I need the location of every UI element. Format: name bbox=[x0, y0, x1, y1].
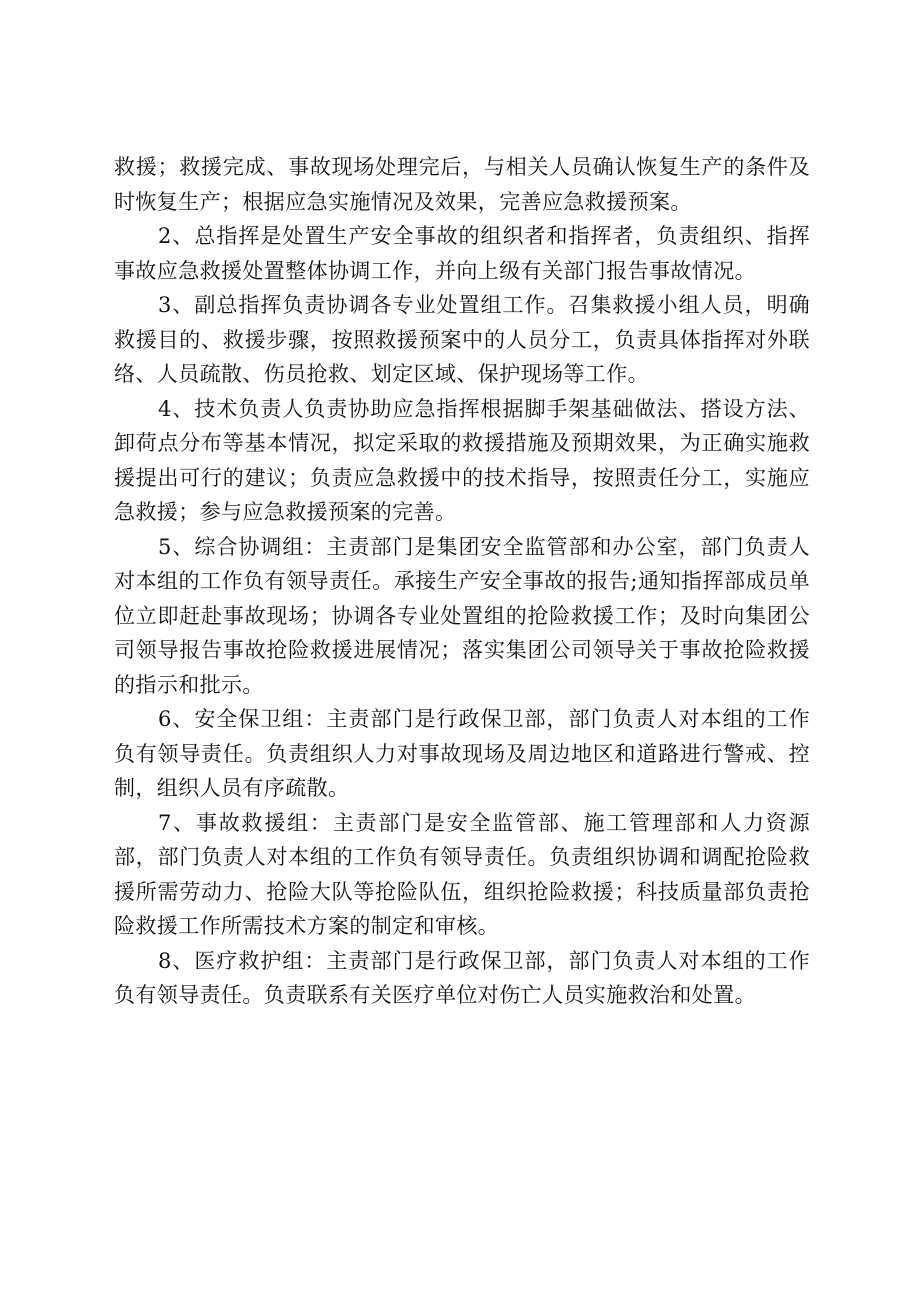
paragraph-technical-lead: 4、技术负责人负责协助应急指挥根据脚手架基础做法、搭设方法、卸荷点分布等基本情况，拟定采取的救援措施及预期效果，为正确实施救援提出可行的建议；负责应急救援中的技术指导，按照责任分工，实施应急救援；参与应急救援预案的完善。 bbox=[114, 396, 810, 524]
paragraph-medical-group: 8、医疗救护组：主责部门是行政保卫部，部门负责人对本组的工作负有领导责任。负责联系有关医疗单位对伤亡人员实施救治和处置。 bbox=[114, 948, 810, 1007]
paragraph-deputy-commander: 3、副总指挥负责协调各专业处置组工作。召集救援小组人员，明确救援目的、救援步骤，按照救援预案中的人员分工，负责具体指挥对外联络、人员疏散、伤员抢救、划定区域、保护现场等工作。 bbox=[114, 293, 810, 386]
document-body bbox=[114, 150, 810, 1013]
paragraph-rescue-group: 7、事故救援组：主责部门是安全监管部、施工管理部和人力资源部，部门负责人对本组的工作负有领导责任。负责组织协调和调配抢险救援所需劳动力、抢险大队等抢险队伍，组织抢险救援；科技质量部负责抢险救援工作所需技术方案的制定和审核。 bbox=[114, 810, 810, 938]
paragraph-security-group: 6、安全保卫组：主责部门是行政保卫部，部门负责人对本组的工作负有领导责任。负责组织人力对事故现场及周边地区和道路进行警戒、控制，组织人员有序疏散。 bbox=[114, 707, 810, 800]
paragraph-continuation: 救援；救援完成、事故现场处理完后，与相关人员确认恢复生产的条件及时恢复生产；根据应急实施情况及效果，完善应急救援预案。 bbox=[114, 155, 810, 214]
paragraph-coordination-group: 5、综合协调组：主责部门是集团安全监管部和办公室，部门负责人对本组的工作负有领导责任。承接生产安全事故的报告;通知指挥部成员单位立即赶赴事故现场；协调各专业处置组的抢险救援工作；及时向集团公司领导报告事故抢险救援进展情况；落实集团公司领导关于事故抢险救援的指示和批示。 bbox=[114, 534, 810, 697]
paragraph-commander: 2、总指挥是处置生产安全事故的组织者和指挥者，负责组织、指挥事故应急救援处置整体协调工作，并向上级有关部门报告事故情况。 bbox=[114, 224, 810, 283]
